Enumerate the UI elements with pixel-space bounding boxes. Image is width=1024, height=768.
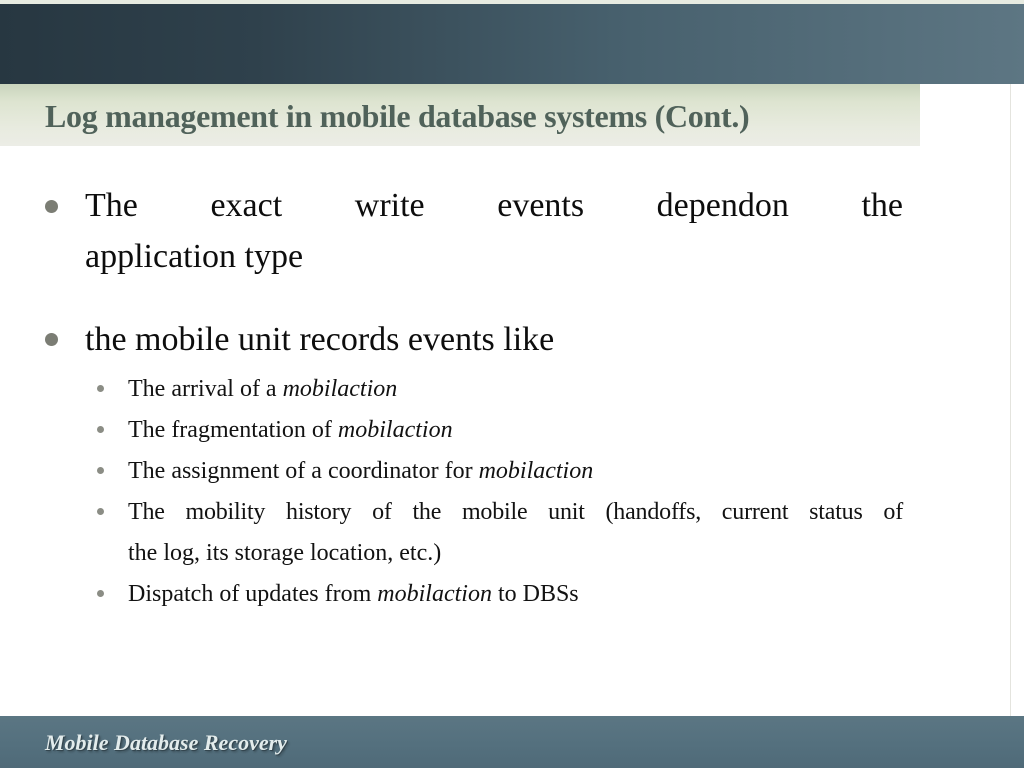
sub-bullet-mobility-history xyxy=(128,492,903,574)
sub-bullet-icon xyxy=(97,508,104,515)
sub-bullet-text: The assignment of a coordinator for xyxy=(128,458,479,484)
slide-edge-line xyxy=(1010,84,1011,716)
sub-bullet-icon xyxy=(97,590,104,597)
italic-term: mobilaction xyxy=(337,417,453,443)
bullet-text-line: The exact write events dependon the xyxy=(85,187,903,224)
sub-bullet-list xyxy=(128,369,903,615)
sub-bullet-text: The fragmentation of xyxy=(128,417,338,443)
italic-term: mobilaction xyxy=(478,458,594,484)
bullet-icon xyxy=(45,333,58,346)
sub-bullet-icon xyxy=(97,385,104,392)
slide-title: Log management in mobile database systems (Cont.) xyxy=(45,98,750,134)
title-bar xyxy=(0,84,920,146)
sub-bullet-arrival xyxy=(128,369,903,410)
sub-bullet-text-line: The mobility history of the mobile unit (handoffs, current status of xyxy=(128,499,903,525)
bullet-icon xyxy=(45,200,58,213)
sub-bullet-text-line: the log, its storage location, etc.) xyxy=(128,540,442,566)
bullet-item-2: the mobile unit records events like xyxy=(85,321,555,358)
sub-bullet-icon xyxy=(97,467,104,474)
sub-bullet-text: to DBSs xyxy=(491,581,579,607)
italic-term: mobilaction xyxy=(282,376,398,402)
bullet-text-line: application type xyxy=(85,238,304,275)
sub-bullet-dispatch xyxy=(128,574,903,615)
sub-bullet-text: Dispatch of updates from xyxy=(128,581,378,607)
top-banner xyxy=(0,4,1024,84)
italic-term: mobilaction xyxy=(377,581,492,607)
sub-bullet-fragmentation xyxy=(128,410,903,451)
footer-bar xyxy=(0,716,1024,768)
footer-title: Mobile Database Recovery xyxy=(45,730,287,755)
sub-bullet-coordinator xyxy=(128,451,903,492)
sub-bullet-text: The arrival of a xyxy=(128,376,283,402)
sub-bullet-icon xyxy=(97,426,104,433)
bullet-item-1 xyxy=(85,180,903,282)
